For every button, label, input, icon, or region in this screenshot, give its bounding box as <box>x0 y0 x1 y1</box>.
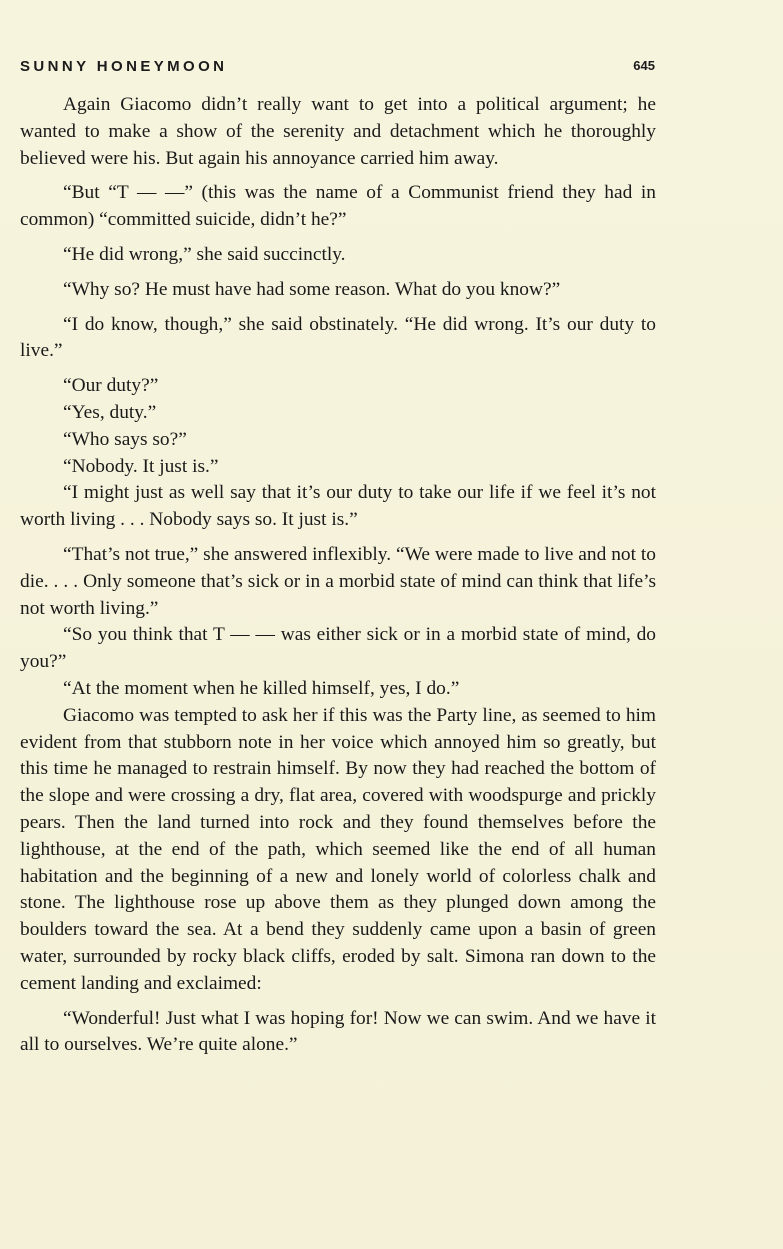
running-title: SUNNY HONEYMOON <box>20 58 228 75</box>
paragraph: “Yes, duty.” <box>63 401 157 423</box>
paragraph: Again Giacomo didn’t really want to get into a political argument; he wanted to make a show of the serenity and detachment which he thoroughly believed were his. But again his annoyance carried him away. <box>20 94 656 169</box>
paragraph: “Who says so?” <box>63 428 187 450</box>
paragraph: “Wonderful! Just what I was hoping for! Now we can swim. And we have it all to ourselves. We’re quite alone.” <box>20 1007 656 1056</box>
page-number: 645 <box>633 58 655 73</box>
paragraph: “But “T — —” (this was the name of a Communist friend they had in common) “committed suicide, didn’t he?” <box>20 182 656 231</box>
paragraph: “I might just as well say that it’s our duty to take our life if we feel it’s not worth living . . . Nobody says so. It just is.” <box>20 482 656 531</box>
paragraph: “I do know, though,” she said obstinately. “He did wrong. It’s our duty to live.” <box>20 313 656 362</box>
paragraph: “Nobody. It just is.” <box>63 455 219 477</box>
paragraph: Giacomo was tempted to ask her if this was the Party line, as seemed to him evident from that stubborn note in her voice which annoyed him so greatly, but this time he managed to restrain himself. By now they had reached the bottom of the slope and were crossing a dry, flat area, covered with woodspurge and prickly pears. Then the land turned into rock and they found themselves before the lighthouse, at the end of the path, which seemed like the end of all human habitation and the beginning of a new and lonely world of colorless chalk and stone. The lighthouse rose up above them as they plunged down among the boulders toward the sea. At a bend they suddenly came upon a basin of green water, surrounded by rocky black cliffs, eroded by salt. Simona ran down to the cement landing and exclaimed: <box>20 704 656 994</box>
paragraph: “Our duty?” <box>63 375 159 397</box>
body-text <box>20 92 656 1059</box>
running-head <box>20 58 655 82</box>
paragraph: “That’s not true,” she answered inflexibly. “We were made to live and not to die. . . . Only someone that’s sick or in a morbid state of mind can think that life’s not worth living.” <box>20 543 656 619</box>
paragraph: “At the moment when he killed himself, yes, I do.” <box>63 677 460 699</box>
paragraph: “Why so? He must have had some reason. What do you know?” <box>63 278 561 300</box>
paragraph: “So you think that T — — was either sick or in a morbid state of mind, do you?” <box>20 624 656 673</box>
paragraph: “He did wrong,” she said succinctly. <box>63 243 346 265</box>
